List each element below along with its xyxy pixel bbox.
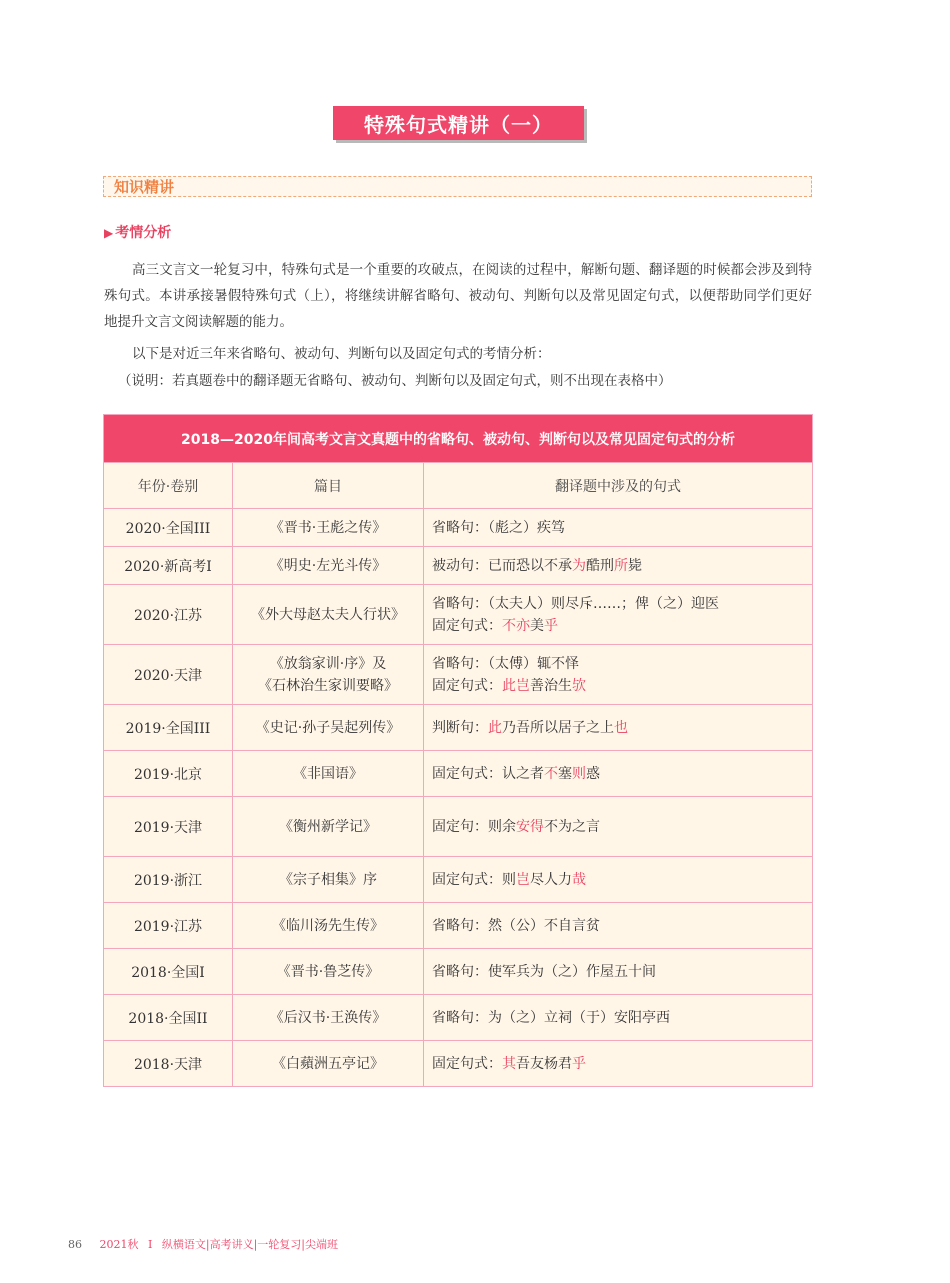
table-row — [104, 949, 813, 995]
title-line: 《衡州新学记》 — [279, 818, 377, 835]
cell-year: 2019·浙江 — [104, 857, 233, 903]
page-footer — [68, 1236, 338, 1252]
syntax-line — [432, 555, 804, 577]
cell-year: 2019·北京 — [104, 751, 233, 797]
table-row — [104, 751, 813, 797]
table-row — [104, 857, 813, 903]
cell-year: 2019·全国III — [104, 705, 233, 751]
table-row — [104, 995, 813, 1041]
intro-paragraph: 高三文言文一轮复习中，特殊句式是一个重要的攻破点，在阅读的过程中，解断句题、翻译题的时候都会涉及到特殊句式。本讲承接暑假特殊句式（上），将继续讲解省略句、被动句、判断句以及常见固定句式，以便帮助同学们更好地提升文言文阅读解题的能力。 — [104, 262, 812, 330]
header-title: 篇目 — [233, 463, 424, 509]
syntax-text: 省略句：使军兵为（之）作屋五十间 — [432, 963, 656, 980]
cell-title — [233, 949, 424, 995]
cell-title — [233, 509, 424, 547]
section-label: 知识精讲 — [114, 178, 175, 196]
syntax-text: 吾友杨君 — [516, 1055, 572, 1072]
highlight-word: 不亦 — [502, 617, 530, 634]
triangle-icon: ▶ — [104, 226, 114, 240]
title-line: 《外大母赵太夫人行状》 — [251, 606, 405, 623]
highlight-word: 所 — [614, 557, 628, 574]
table-row — [104, 705, 813, 751]
page-title: 特殊句式精讲（一） — [333, 106, 584, 140]
cell-title — [233, 645, 424, 705]
syntax-line — [432, 675, 804, 697]
syntax-text: 固定句式：则 — [432, 871, 516, 888]
highlight-word: 欤 — [572, 677, 586, 694]
table-row — [104, 509, 813, 547]
table-caption-row — [104, 415, 813, 463]
title-line: 《明史·左光斗传》 — [269, 557, 387, 574]
table-row — [104, 903, 813, 949]
cell-title — [233, 995, 424, 1041]
highlight-word: 为 — [572, 557, 586, 574]
title-line: 《宗子相集》序 — [279, 871, 377, 888]
cell-syntax — [424, 995, 813, 1041]
highlight-word: 乎 — [572, 1055, 586, 1072]
syntax-text: 乃吾所以居子之上 — [502, 719, 614, 736]
footer-brand: 2021秋 — [99, 1238, 139, 1251]
cell-title — [233, 857, 424, 903]
syntax-line — [432, 816, 804, 838]
title-line: 《非国语》 — [293, 765, 363, 782]
highlight-word: 哉 — [572, 871, 586, 888]
syntax-text: 塞 — [558, 765, 572, 782]
cell-syntax — [424, 949, 813, 995]
analysis-table — [103, 414, 813, 1087]
syntax-text: 省略句：（太夫人）则尽斥……；俾（之）迎医 — [432, 595, 719, 612]
syntax-text: 固定句式： — [432, 1055, 502, 1072]
cell-syntax — [424, 751, 813, 797]
syntax-text: 省略句：（太傅）辄不怿 — [432, 655, 579, 672]
footer-series: 纵横语文|高考讲义|一轮复习|尖端班 — [161, 1238, 338, 1251]
syntax-text: 固定句式：认之者 — [432, 765, 544, 782]
syntax-text: 固定句式： — [432, 677, 502, 694]
syntax-text: 判断句： — [432, 719, 488, 736]
cell-year: 2020·全国III — [104, 509, 233, 547]
highlight-word: 不 — [544, 765, 558, 782]
cell-title — [233, 903, 424, 949]
title-line: 《史记·孙子吴起列传》 — [255, 719, 401, 736]
cell-year: 2020·天津 — [104, 645, 233, 705]
table-row — [104, 547, 813, 585]
cell-syntax — [424, 1041, 813, 1087]
syntax-text: 省略句：为（之）立祠（于）安阳亭西 — [432, 1009, 670, 1026]
cell-title — [233, 1041, 424, 1087]
header-syntax: 翻译题中涉及的句式 — [424, 463, 813, 509]
table-caption: 2018—2020年间高考文言文真题中的省略句、被动句、判断句以及常见固定句式的分析 — [104, 415, 813, 463]
cell-title — [233, 705, 424, 751]
title-line: 《晋书·王彪之传》 — [269, 519, 387, 536]
cell-year: 2020·新高考I — [104, 547, 233, 585]
highlight-word: 则 — [572, 765, 586, 782]
analysis-intro: 以下是对近三年来省略句、被动句、判断句以及固定句式的考情分析： — [132, 346, 551, 362]
syntax-line — [432, 961, 804, 983]
title-line: 《白蘋洲五亭记》 — [272, 1055, 384, 1072]
table-row — [104, 797, 813, 857]
syntax-line — [432, 1053, 804, 1075]
cell-syntax — [424, 645, 813, 705]
syntax-line — [432, 915, 804, 937]
syntax-line — [432, 1007, 804, 1029]
syntax-text: 善治生 — [530, 677, 572, 694]
table-body — [104, 509, 813, 1087]
cell-syntax — [424, 547, 813, 585]
syntax-line — [432, 763, 804, 785]
highlight-word: 也 — [614, 719, 628, 736]
cell-syntax — [424, 797, 813, 857]
cell-year: 2018·天津 — [104, 1041, 233, 1087]
highlight-word: 此岂 — [502, 677, 530, 694]
title-line: 《临川汤先生传》 — [272, 917, 384, 934]
cell-year: 2018·全国II — [104, 995, 233, 1041]
page-number: 86 — [68, 1238, 82, 1251]
cell-syntax — [424, 509, 813, 547]
syntax-line — [432, 593, 804, 615]
syntax-text: 美 — [530, 617, 544, 634]
cell-year: 2020·江苏 — [104, 585, 233, 645]
syntax-line — [432, 653, 804, 675]
cell-title — [233, 797, 424, 857]
syntax-text: 省略句：然（公）不自言贫 — [432, 917, 600, 934]
syntax-text: 酷刑 — [586, 557, 614, 574]
syntax-text: 不为之言 — [544, 818, 600, 835]
syntax-line — [432, 869, 804, 891]
syntax-text: 省略句：（彪之）疾笃 — [432, 519, 565, 536]
footer-separator: I — [148, 1238, 153, 1251]
syntax-text: 被动句：已而恐以不承 — [432, 557, 572, 574]
cell-syntax — [424, 705, 813, 751]
cell-syntax — [424, 585, 813, 645]
title-line: 《放翁家训·序》及 — [269, 655, 387, 672]
note-paragraph: （说明：若真题卷中的翻译题无省略句、被动句、判断句以及固定句式，则不出现在表格中） — [118, 373, 672, 389]
highlight-word: 岂 — [516, 871, 530, 888]
title-line: 《晋书·鲁芝传》 — [276, 963, 380, 980]
syntax-line — [432, 615, 804, 637]
syntax-text: 尽人力 — [530, 871, 572, 888]
cell-title — [233, 751, 424, 797]
subheading — [104, 222, 171, 242]
table-header-row — [104, 463, 813, 509]
cell-year: 2018·全国I — [104, 949, 233, 995]
table-row — [104, 1041, 813, 1087]
cell-year: 2019·天津 — [104, 797, 233, 857]
highlight-word: 乎 — [544, 617, 558, 634]
syntax-text: 毙 — [628, 557, 642, 574]
syntax-line — [432, 517, 804, 539]
syntax-text: 惑 — [586, 765, 600, 782]
title-line: 《石林治生家训要略》 — [258, 677, 398, 694]
cell-title — [233, 547, 424, 585]
title-line: 《后汉书·王涣传》 — [269, 1009, 387, 1026]
section-bar — [103, 176, 812, 197]
cell-title — [233, 585, 424, 645]
table-row — [104, 585, 813, 645]
table-row — [104, 645, 813, 705]
highlight-word: 安得 — [516, 818, 544, 835]
cell-syntax — [424, 857, 813, 903]
cell-year: 2019·江苏 — [104, 903, 233, 949]
syntax-text: 固定句：则余 — [432, 818, 516, 835]
syntax-line — [432, 717, 804, 739]
subheading-text: 考情分析 — [115, 225, 172, 241]
header-year: 年份·卷别 — [104, 463, 233, 509]
highlight-word: 其 — [502, 1055, 516, 1072]
highlight-word: 此 — [488, 719, 502, 736]
syntax-text: 固定句式： — [432, 617, 502, 634]
cell-syntax — [424, 903, 813, 949]
